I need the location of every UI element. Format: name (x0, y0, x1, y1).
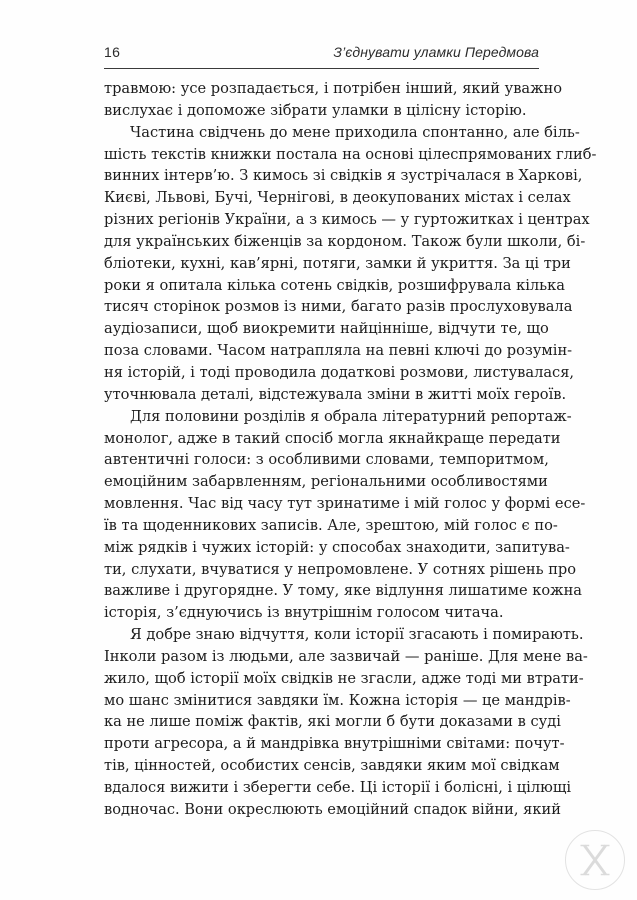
text-line: шість текстів книжки постала на основі цілеспрямованих глиб- (104, 145, 597, 163)
text-line: проти агресора, а й мандрівка внутрішніми світами: почут- (104, 735, 565, 753)
text-line: монолог, адже в такий спосіб могла якнайкраще передати (104, 429, 561, 447)
text-line: поза словами. Часом натрапляла на певні ключі до розумін- (104, 342, 573, 360)
text-line: емоційним забарвленням, регіональними особливостями (104, 473, 548, 491)
text-line: важливе і другорядне. У тому, яке відлуння лишатиме кожна (104, 582, 583, 600)
text-line: бліотеки, кухні, кав’ярні, потяги, замки й укриття. За ці три (104, 254, 571, 272)
text-line: жило, щоб історії моїх свідків не згасли, адже тоді ми втрати- (104, 669, 584, 687)
text-line: тисяч сторінок розмов із ними, багато разів прослуховувала (104, 298, 573, 316)
text-line: вдалося вижити і зберегти себе. Ці історії і болісні, і цілющі (104, 779, 572, 796)
text-line: ка не лише поміж фактів, які могли б бути доказами в суді (104, 713, 561, 731)
text-line: водночас. Вони окреслюють емоційний спадок війни, який (104, 800, 561, 818)
text-line: Для половини розділів я обрала літературний репортаж- (130, 407, 572, 425)
page-number: 16 (104, 44, 121, 60)
text-line: вислухає і допоможе зібрати уламки в цілісну історію. (104, 101, 527, 119)
running-header (104, 44, 539, 69)
paragraph (104, 406, 586, 624)
text-line: травмою: усе розпадається, і потрібен інший, який уважно (104, 80, 563, 97)
text-line: мовлення. Час від часу тут зринатиме і мій голос у формі есе- (104, 495, 586, 513)
text-line: між рядків і чужих історій: у способах знаходити, запитува- (104, 538, 570, 556)
text-line: роки я опитала кілька сотень свідків, розшифрувала кілька (104, 276, 565, 294)
text-line: Частина свідчень до мене приходила спонтанно, але біль- (130, 123, 580, 141)
text-line: Києві, Львові, Бучі, Чернігові, в деокупованих містах і селах (104, 189, 571, 207)
text-line: Я добре знаю відчуття, коли історії згасають і помирають. (130, 626, 584, 644)
text-line: тів, цінностей, особистих сенсів, завдяки яким мої свідкам (104, 757, 560, 775)
text-line: автентичні голоси: з особливими словами, темпоритмом, (104, 451, 549, 469)
paragraph (104, 78, 563, 122)
text-line: уточнювала деталі, відстежувала зміни в житті моїх героїв. (104, 385, 567, 403)
x-letter-logo-icon (566, 831, 624, 889)
paragraph (104, 624, 588, 821)
text-line: різних регіонів України, а з кимось — у гуртожитках і центрах (104, 211, 590, 229)
text-line: аудіозаписи, щоб виокремити найцінніше, відчути те, що (104, 320, 549, 338)
text-line: ти, слухати, вчуватися у непромовлене. У сотнях рішень про (104, 560, 577, 578)
paragraph (104, 122, 597, 406)
body-text (104, 78, 597, 821)
text-line: їв та щоденникових записів. Але, зрештою, мій голос є по- (104, 516, 558, 534)
text-line: ня історій, і тоді проводила додаткові розмови, листувалася, (104, 363, 575, 381)
running-title: З’єднувати уламки Передмова (333, 44, 539, 60)
text-line: винних інтерв’ю. З кимось зі свідків я зустрічалася в Харкові, (104, 167, 583, 185)
text-line: мо шанс змінитися завдяки їм. Кожна історія — це мандрів- (104, 691, 571, 709)
text-line: історія, з’єднуючись із внутрішнім голосом читача. (104, 604, 504, 622)
publisher-logo (565, 830, 625, 890)
text-line: для українських біженців за кордоном. Також були школи, бі- (104, 232, 586, 250)
text-line: Інколи разом із людьми, але зазвичай — раніше. Для мене ва- (104, 647, 588, 665)
